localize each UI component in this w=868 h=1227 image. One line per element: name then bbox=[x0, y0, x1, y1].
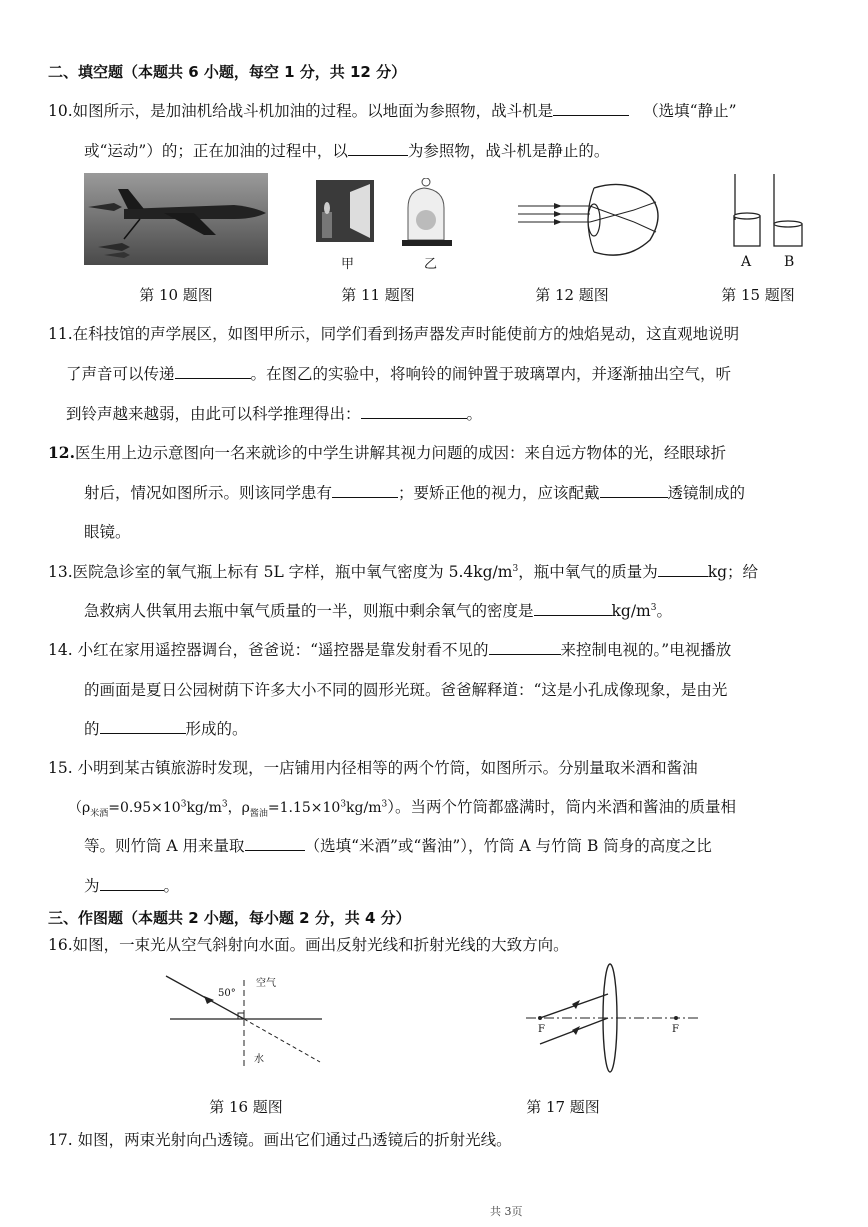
q15-text: 。 bbox=[163, 877, 180, 895]
answer-blank[interactable] bbox=[489, 639, 561, 655]
caption-fig-15: 第 15 题图 bbox=[721, 286, 795, 304]
answer-blank[interactable] bbox=[175, 363, 251, 379]
page-footer: 共 3页 bbox=[490, 1205, 523, 1218]
q15-text: 米酒 bbox=[90, 808, 109, 819]
answer-blank[interactable] bbox=[245, 835, 305, 851]
q15-text: kg/m bbox=[186, 800, 222, 816]
q13-text: 急救病人供氧用去瓶中氧气质量的一半，则瓶中剩余氧气的密度是 bbox=[84, 602, 534, 620]
q15-text: ）。当两个竹筒都盛满时，筒内米酒和酱油的质量相 bbox=[387, 798, 736, 816]
q12-text: 医生用上边示意图向一名来就诊的中学生讲解其视力问题的成因：来自远方物体的光，经眼球折 bbox=[74, 444, 726, 462]
question-14-line-2: 的画面是夏日公园树荫下许多大小不同的圆形光斑。爸爸解释道：“这是小孔成像现象，是由光 bbox=[84, 681, 728, 699]
q10-text: 10.如图所示，是加油机给战斗机加油的过程。以地面为参照物，战斗机是 bbox=[48, 102, 554, 120]
question-15-line-4 bbox=[84, 874, 179, 896]
q12-text: 透镜制成的 bbox=[667, 484, 746, 502]
figure-16-light-refraction bbox=[160, 962, 330, 1074]
question-11-line-3 bbox=[66, 402, 482, 424]
q15-text: ，ρ bbox=[227, 800, 250, 816]
q13-text: kg/m bbox=[611, 602, 651, 620]
question-15-line-2 bbox=[68, 795, 736, 819]
q12-number: 12. bbox=[48, 443, 75, 462]
caption-fig-17: 第 17 题图 bbox=[526, 1098, 600, 1116]
q10-text: 为参照物，战斗机是静止的。 bbox=[407, 142, 610, 160]
question-17-text: 17. 如图，两束光射向凸透镜。画出它们通过凸透镜后的折射光线。 bbox=[48, 1131, 512, 1149]
q15-text: 3 bbox=[340, 799, 347, 810]
label-air: 空气 bbox=[256, 978, 276, 989]
q14-text: 来控制电视的。”电视播放 bbox=[560, 641, 732, 659]
label-water: 水 bbox=[254, 1054, 264, 1065]
q13-text: 13.医院急诊室的氧气瓶上标有 5L 字样，瓶中氧气密度为 5.4kg/m bbox=[48, 563, 513, 581]
answer-blank[interactable] bbox=[100, 718, 186, 734]
answer-blank[interactable] bbox=[348, 140, 408, 156]
question-11-line-1: 11.在科技馆的声学展区，如图甲所示，同学们看到扬声器发声时能使前方的烛焰晃动，这直观地说明 bbox=[48, 325, 740, 343]
q15-text: （ρ bbox=[68, 800, 91, 816]
q12-text: 射后，情况如图所示。则该同学患有 bbox=[84, 484, 333, 502]
q15-text: =0.95×10 bbox=[108, 800, 181, 816]
q13-text: 3 bbox=[650, 602, 657, 613]
q14-text: 的 bbox=[84, 720, 100, 738]
answer-blank[interactable] bbox=[553, 100, 629, 116]
q15-text: 3 bbox=[180, 799, 187, 810]
figure-15-bamboo-tubes bbox=[724, 172, 808, 272]
q13-text: 。 bbox=[656, 602, 672, 620]
q13-text: kg；给 bbox=[707, 563, 759, 581]
q10-text: 或“运动”）的；正在加油的过程中，以 bbox=[84, 142, 348, 160]
q15-text: 为 bbox=[84, 877, 100, 895]
q15-text: （选填“米酒”或“酱油”），竹筒 A 与竹筒 B 筒身的高度之比 bbox=[304, 837, 712, 855]
figure-17-convex-lens bbox=[520, 960, 702, 1080]
question-13-line-1 bbox=[48, 560, 758, 582]
q15-text: 3 bbox=[381, 799, 388, 810]
answer-blank[interactable] bbox=[100, 875, 164, 891]
question-14-line-1 bbox=[48, 638, 731, 660]
label-tube-a: A bbox=[741, 254, 752, 270]
label-focus-right: F bbox=[672, 1024, 679, 1035]
caption-fig-12: 第 12 题图 bbox=[535, 286, 609, 304]
question-12-line-2 bbox=[84, 481, 745, 503]
caption-fig-10: 第 10 题图 bbox=[139, 286, 213, 304]
question-12-line-3: 眼镜。 bbox=[84, 523, 131, 541]
answer-blank[interactable] bbox=[332, 482, 398, 498]
question-16-text: 16.如图，一束光从空气斜射向水面。画出反射光线和折射光线的大致方向。 bbox=[48, 936, 569, 954]
question-13-line-2 bbox=[84, 599, 672, 621]
question-12-line-1 bbox=[48, 441, 726, 463]
question-15-line-3 bbox=[84, 834, 712, 856]
caption-fig-16: 第 16 题图 bbox=[209, 1098, 283, 1116]
question-10-line-1 bbox=[48, 99, 737, 121]
q11-text: 。在图乙的实验中，将响铃的闹钟置于玻璃罩内，并逐渐抽出空气，听 bbox=[250, 365, 732, 383]
q15-text: kg/m bbox=[346, 800, 382, 816]
question-10-line-2 bbox=[84, 139, 609, 161]
q15-text: 酱油 bbox=[249, 808, 268, 819]
question-14-line-3 bbox=[84, 717, 248, 739]
q14-text: 形成的。 bbox=[185, 720, 248, 738]
q11-text: 。 bbox=[466, 405, 483, 423]
label-focus-left: F bbox=[538, 1024, 545, 1035]
q13-text: ，瓶中氧气的质量为 bbox=[518, 563, 658, 581]
q15-text: 等。则竹筒 A 用来量取 bbox=[84, 837, 245, 855]
label-yi: 乙 bbox=[424, 257, 438, 270]
answer-blank[interactable] bbox=[361, 403, 467, 419]
question-15-line-1: 15. 小明到某古镇旅游时发现，一店铺用内径相等的两个竹筒，如图所示。分别量取米酒和酱油 bbox=[48, 759, 698, 777]
figure-12-eye-diagram bbox=[514, 174, 664, 266]
q11-text: 了声音可以传递 bbox=[66, 365, 175, 383]
q11-text: 到铃声越来越弱，由此可以科学推理得出： bbox=[66, 405, 361, 423]
label-tube-b: B bbox=[784, 254, 795, 270]
question-11-line-2 bbox=[66, 362, 731, 384]
q10-text: （选填“静止” bbox=[643, 102, 737, 120]
answer-blank[interactable] bbox=[600, 482, 668, 498]
label-jia: 甲 bbox=[341, 257, 355, 270]
q12-text: ；要矫正他的视力，应该配戴 bbox=[398, 484, 600, 502]
angle-label: 50° bbox=[218, 988, 236, 999]
figure-11-sound-experiments bbox=[316, 178, 462, 270]
q15-text: 3 bbox=[221, 799, 228, 810]
q13-text: 3 bbox=[512, 563, 519, 574]
answer-blank[interactable] bbox=[534, 600, 612, 616]
section-title-drawing: 三、作图题（本题共 2 小题，每小题 2 分，共 4 分） bbox=[48, 909, 411, 927]
q14-text: 14. 小红在家用遥控器调台，爸爸说：“遥控器是靠发射看不见的 bbox=[48, 641, 489, 659]
section-title-fill-in: 二、填空题（本题共 6 小题，每空 1 分，共 12 分） bbox=[48, 63, 407, 81]
figure-10-refuelling-photo bbox=[84, 173, 268, 265]
q15-text: =1.15×10 bbox=[267, 800, 341, 816]
caption-fig-11: 第 11 题图 bbox=[341, 286, 415, 304]
answer-blank[interactable] bbox=[658, 561, 708, 577]
